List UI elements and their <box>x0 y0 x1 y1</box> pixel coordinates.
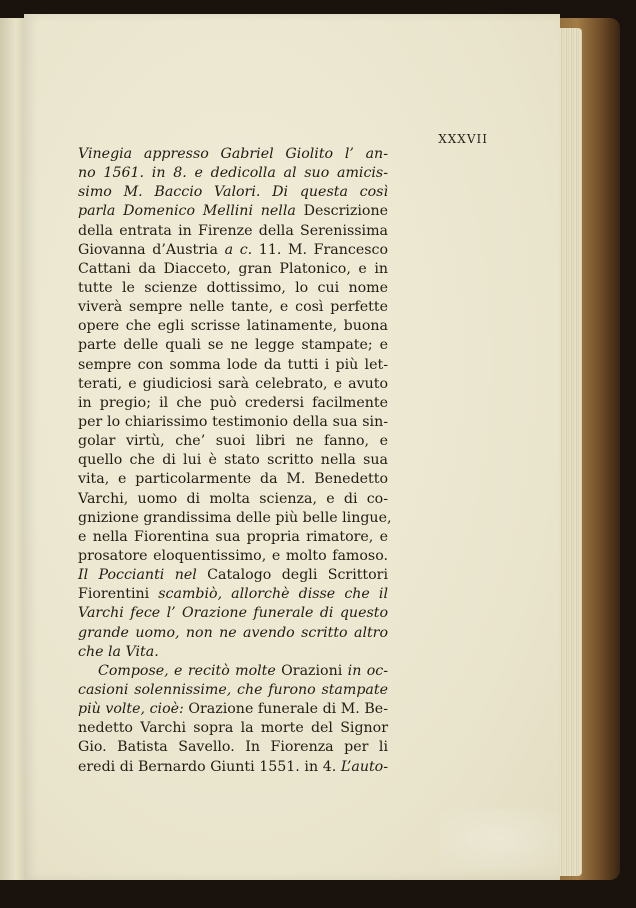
italic-text: scambiò, allorchè disse che il <box>158 586 388 603</box>
italic-text: a c. <box>224 241 253 258</box>
roman-text: Descrizione <box>295 203 388 220</box>
text-line <box>78 490 388 509</box>
roman-text: Giovanna d’Austria <box>78 241 225 258</box>
text-line <box>78 643 388 662</box>
body-text <box>78 145 392 777</box>
italic-text: in oc- <box>347 662 389 679</box>
text-line <box>78 700 388 719</box>
roman-text: Catalogo degli Scrittori <box>196 567 388 584</box>
page-number: XXXVII <box>438 132 488 146</box>
text-line <box>78 681 388 700</box>
italic-text: Vinegia appresso Gabriel Giolito l’ an- <box>78 146 388 162</box>
text-line <box>78 432 388 451</box>
text-line <box>78 528 388 547</box>
text-line <box>78 241 388 260</box>
text-line <box>78 509 392 528</box>
text-line <box>78 145 388 164</box>
text-line <box>78 604 388 623</box>
text-line <box>78 758 388 777</box>
text-line <box>78 451 388 470</box>
text-line <box>78 375 388 394</box>
italic-text: che la Vita. <box>78 643 159 660</box>
italic-text: simo M. Baccio Valori. Di questa così <box>78 184 388 201</box>
roman-text: per lo chiarissimo testimonio della sua sin- <box>78 413 388 430</box>
text-line <box>78 394 388 413</box>
text-line <box>78 738 388 757</box>
text-line <box>78 317 388 336</box>
roman-text: 11. M. Francesco <box>252 241 388 258</box>
roman-text: della entrata in Firenze della Serenissima <box>78 222 388 239</box>
italic-text: no 1561. in 8. e dedicolla al suo amicis- <box>78 165 388 182</box>
text-line <box>78 279 388 298</box>
text-line <box>78 470 388 489</box>
roman-text: prosatore eloquentissimo, e molto famoso. <box>78 547 388 564</box>
roman-text: Fiorentini <box>78 586 159 603</box>
roman-text: in pregio; il che può credersi facilmente <box>78 394 388 411</box>
text-line <box>78 585 388 604</box>
italic-text: Il Poccianti nel <box>78 567 197 584</box>
roman-text: eredi di Bernardo Giunti 1551. in 4. <box>78 758 341 775</box>
italic-text: parla Domenico Mellini nella <box>78 203 296 220</box>
italic-text: più volte, cioè: <box>78 701 184 718</box>
text-line <box>78 624 388 643</box>
roman-text: terati, e giudiciosi sarà celebrato, e avuto <box>78 375 388 392</box>
roman-text: Orazioni <box>275 662 348 679</box>
text-line <box>78 356 388 375</box>
text-line <box>78 662 388 681</box>
roman-text: tutte le scienze dottissimo, lo cui nome <box>78 279 388 296</box>
roman-text: parte delle quali se ne legge stampate; e <box>78 337 388 354</box>
text-line <box>78 164 388 183</box>
text-line <box>78 298 388 317</box>
italic-text: casioni solennissime, che furono stampate <box>78 681 388 698</box>
italic-text: L’auto- <box>340 758 388 775</box>
text-line <box>78 260 388 279</box>
text-line <box>78 547 388 566</box>
text-line <box>78 566 388 585</box>
text-line <box>78 719 388 738</box>
roman-text: sempre con somma lode da tutti i più let- <box>78 356 388 373</box>
text-line <box>78 183 388 202</box>
roman-text: quello che di lui è stato scritto nella sua <box>78 452 388 469</box>
roman-text: golar virtù, che’ suoi libri ne fanno, e <box>78 433 388 450</box>
text-line <box>78 413 388 432</box>
roman-text: Gio. Batista Savello. In Fiorenza per li <box>78 739 388 756</box>
roman-text: viverà sempre nelle tante, e così perfette <box>78 299 388 316</box>
roman-text: gnizione grandissima delle più belle lingue, <box>78 509 392 526</box>
italic-text: Varchi fece l’ Orazione funerale di questo <box>78 605 388 622</box>
roman-text: Orazione funerale di M. Be- <box>183 701 388 718</box>
roman-text: nedetto Varchi sopra la morte del Signor <box>78 720 388 737</box>
roman-text: Cattani da Diacceto, gran Platonico, e in <box>78 260 388 277</box>
roman-text: opere che egli scrisse latinamente, buona <box>78 318 388 335</box>
text-line <box>78 222 388 241</box>
page-stain <box>440 809 560 869</box>
roman-text: e nella Fiorentina sua propria rimatore, e <box>78 528 388 545</box>
roman-text: Varchi, uomo di molta scienza, e di co- <box>78 490 388 507</box>
text-line <box>78 202 388 221</box>
italic-text: Compose, e recitò molte <box>98 662 276 679</box>
text-line <box>78 336 388 355</box>
roman-text: vita, e particolarmente da M. Benedetto <box>78 471 388 488</box>
italic-text: grande uomo, non ne avendo scritto altro <box>78 624 388 641</box>
facing-page-sliver <box>0 18 27 880</box>
